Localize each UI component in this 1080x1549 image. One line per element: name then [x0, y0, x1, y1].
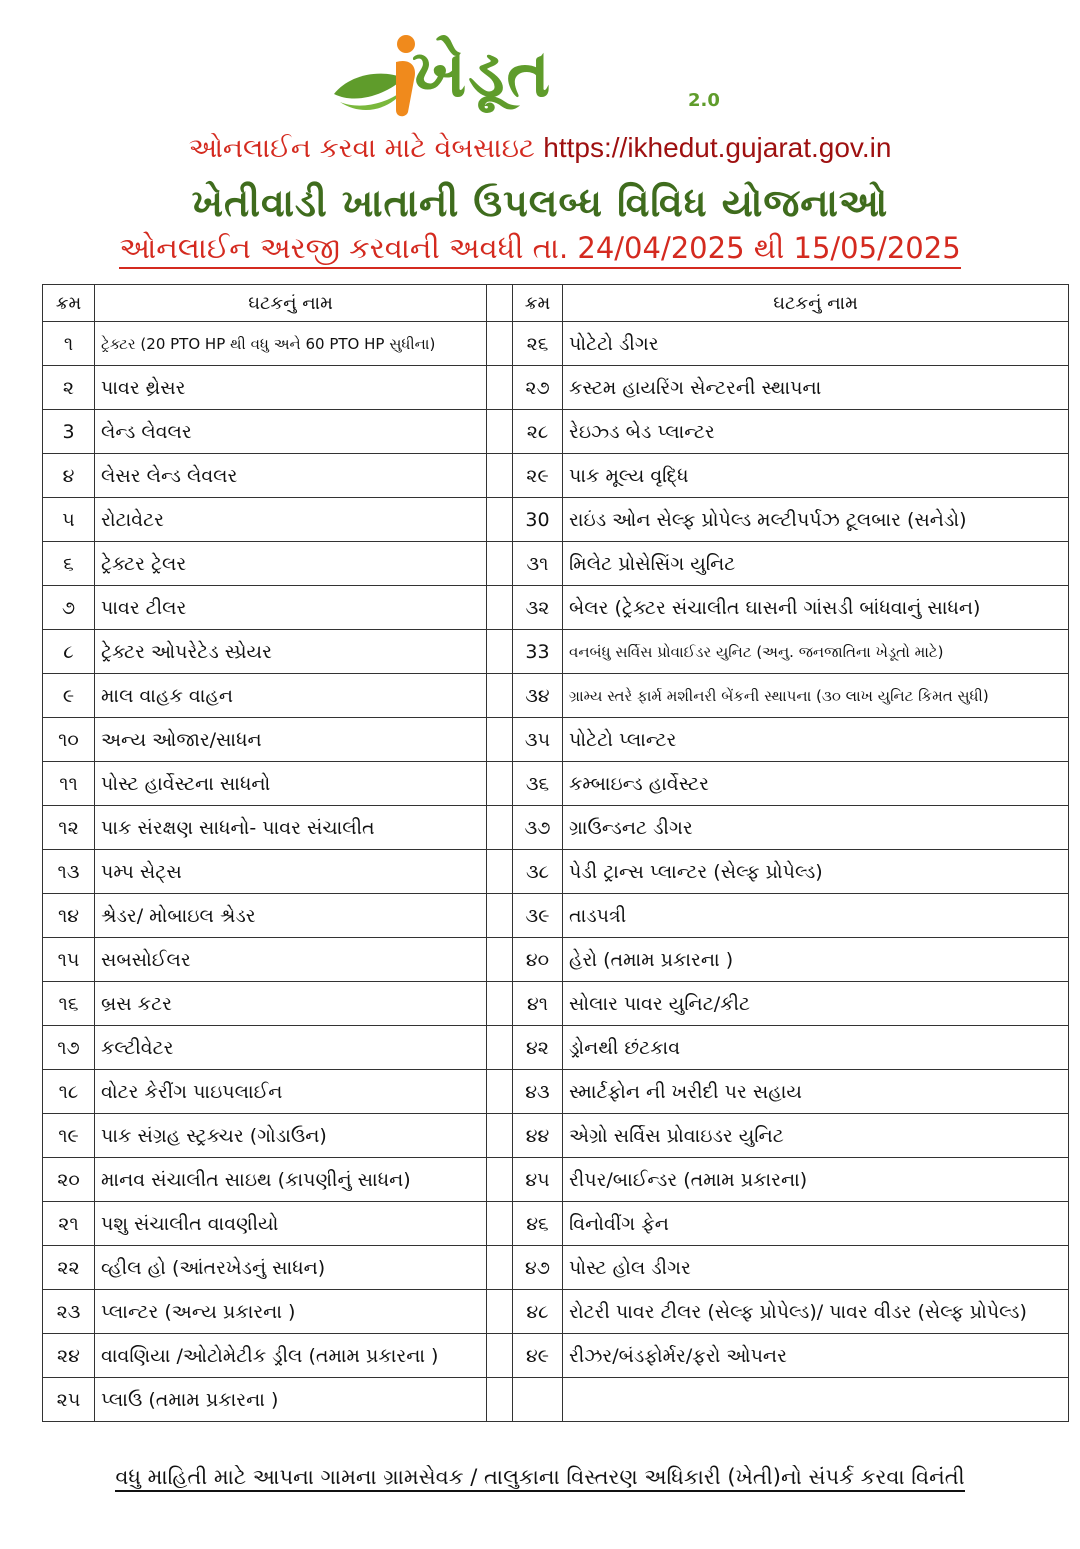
row-name-right: મિલેટ પ્રોસેસિંગ યુનિટ: [563, 542, 1069, 586]
row-gap: [487, 674, 513, 718]
row-name-left: વોટર કેરીંગ પાઇપલાઈન: [95, 1070, 487, 1114]
row-name-right: ડ્રોનથી છંટકાવ: [563, 1026, 1069, 1070]
row-name-left: પોસ્ટ હાર્વેસ્ટના સાધનો: [95, 762, 487, 806]
row-name-right: રેઇઝ્ડ બેડ પ્લાન્ટર: [563, 410, 1069, 454]
row-num-left: ૮: [43, 630, 95, 674]
website-url-link[interactable]: https://ikhedut.gujarat.gov.in: [543, 132, 892, 163]
row-name-right: વિનોવીંગ ફેન: [563, 1202, 1069, 1246]
row-name-right: પોટેટો પ્લાન્ટર: [563, 718, 1069, 762]
row-name-left: રોટાવેટર: [95, 498, 487, 542]
application-period: [0, 228, 1080, 268]
column-header-num: ક્રમ: [513, 285, 563, 322]
row-num-left: ૨૦: [43, 1158, 95, 1202]
row-num-left: ૫: [43, 498, 95, 542]
table-row: [43, 1246, 1069, 1290]
row-num-right: ૪૯: [513, 1334, 563, 1378]
row-num-right: ૩૯: [513, 894, 563, 938]
row-name-left: ટ્રેક્ટર ઓપરેટેડ સ્પ્રેયર: [95, 630, 487, 674]
row-name-right: [563, 1378, 1069, 1422]
row-name-left: પશુ સંચાલીત વાવણીયો: [95, 1202, 487, 1246]
row-gap: [487, 1158, 513, 1202]
row-num-left: ૧૩: [43, 850, 95, 894]
table-body: [43, 322, 1069, 1422]
row-gap: [487, 1070, 513, 1114]
table-row: [43, 894, 1069, 938]
row-num-right: ૩૧: [513, 542, 563, 586]
row-gap: [487, 1334, 513, 1378]
row-gap: [487, 1202, 513, 1246]
row-name-right: રીપર/બાઈન્ડર (તમામ પ્રકારના): [563, 1158, 1069, 1202]
table-row: [43, 1026, 1069, 1070]
table-row: [43, 1202, 1069, 1246]
row-gap: [487, 894, 513, 938]
table-row: [43, 674, 1069, 718]
row-num-left: 3: [43, 410, 95, 454]
row-gap: [487, 718, 513, 762]
row-num-right: ૨૮: [513, 410, 563, 454]
row-name-left: સબસોઈલર: [95, 938, 487, 982]
row-num-right: 30: [513, 498, 563, 542]
row-num-left: ૧૪: [43, 894, 95, 938]
page-title: ખેતીવાડી ખાતાની ઉપલબ્ધ વિવિધ યોજનાઓ: [191, 181, 889, 225]
row-name-left: પાક સંરક્ષણ સાધનો- પાવર સંચાલીત: [95, 806, 487, 850]
column-gap: [487, 285, 513, 322]
row-name-right: સોલાર પાવર યુનિટ/કીટ: [563, 982, 1069, 1026]
row-num-left: ૧૬: [43, 982, 95, 1026]
row-gap: [487, 498, 513, 542]
row-gap: [487, 542, 513, 586]
row-name-left: માલ વાહક વાહન: [95, 674, 487, 718]
table-row: [43, 1378, 1069, 1422]
table-row: [43, 586, 1069, 630]
row-num-right: ૩૪: [513, 674, 563, 718]
row-num-right: 33: [513, 630, 563, 674]
row-num-left: ૬: [43, 542, 95, 586]
row-num-left: ૧૯: [43, 1114, 95, 1158]
table-row: [43, 1070, 1069, 1114]
row-num-right: ૩૫: [513, 718, 563, 762]
column-header-name: ઘટકનું નામ: [95, 285, 487, 322]
table-row: [43, 410, 1069, 454]
row-gap: [487, 938, 513, 982]
row-num-right: ૩૭: [513, 806, 563, 850]
row-gap: [487, 322, 513, 366]
row-name-left: પાક સંગ્રહ સ્ટ્રક્ચર (ગોડાઉન): [95, 1114, 487, 1158]
row-name-right: હેરો (તમામ પ્રકારના ): [563, 938, 1069, 982]
table-row: [43, 322, 1069, 366]
schemes-table: [42, 284, 1069, 1422]
row-name-left: લેસર લેન્ડ લેવલર: [95, 454, 487, 498]
row-gap: [487, 1114, 513, 1158]
logo-wordmark: ખેડૂત: [412, 35, 553, 112]
row-gap: [487, 982, 513, 1026]
row-name-left: પ્લાઉ (તમામ પ્રકારના ): [95, 1378, 487, 1422]
row-num-right: ૪૪: [513, 1114, 563, 1158]
row-num-left: ૭: [43, 586, 95, 630]
table-row: [43, 938, 1069, 982]
table-row: [43, 1114, 1069, 1158]
row-name-left: પ્લાન્ટર (અન્ય પ્રકારના ): [95, 1290, 487, 1334]
row-name-left: ટ્રેક્ટર ટ્રેલર: [95, 542, 487, 586]
row-name-left: ટ્રેક્ટર (20 PTO HP થી વધુ અને 60 PTO HP સુધીના): [95, 322, 487, 366]
row-name-right: કસ્ટમ હાયરિંગ સેન્ટરની સ્થાપના: [563, 366, 1069, 410]
row-gap: [487, 586, 513, 630]
table-row: [43, 718, 1069, 762]
row-num-right: ૪૦: [513, 938, 563, 982]
row-name-left: માનવ સંચાલીત સાઇથ (કાપણીનું સાધન): [95, 1158, 487, 1202]
website-label: ઓનલાઈન કરવા માટે વેબસાઇટ: [188, 133, 535, 164]
column-header-name: ઘટકનું નામ: [563, 285, 1069, 322]
row-name-left: કલ્ટીવેટર: [95, 1026, 487, 1070]
table-row: [43, 1290, 1069, 1334]
row-num-right: ૪૮: [513, 1290, 563, 1334]
row-num-left: ૧૨: [43, 806, 95, 850]
row-num-right: ૪૬: [513, 1202, 563, 1246]
table-row: [43, 762, 1069, 806]
table-row: [43, 630, 1069, 674]
table-row: [43, 850, 1069, 894]
row-name-right: કમ્બાઇન્ડ હાર્વેસ્ટર: [563, 762, 1069, 806]
row-num-right: ૨૬: [513, 322, 563, 366]
row-name-right: બેલર (ટ્રેક્ટર સંચાલીત ઘાસની ગાંસડી બાંધવાનું સાધન): [563, 586, 1069, 630]
row-name-left: બ્રસ કટર: [95, 982, 487, 1026]
application-period-text: ઓનલાઈન અરજી કરવાની અવધી તા. 24/04/2025 થી 15/05/2025: [119, 231, 960, 269]
row-num-left: ૧: [43, 322, 95, 366]
row-name-right: સ્માર્ટફોન ની ખરીદી પર સહાય: [563, 1070, 1069, 1114]
table-header-row: [43, 285, 1069, 322]
row-name-right: પોટેટો ડીગર: [563, 322, 1069, 366]
row-num-left: ૨: [43, 366, 95, 410]
table-row: [43, 498, 1069, 542]
website-line: [0, 128, 1080, 169]
row-name-left: પાવર ટીલર: [95, 586, 487, 630]
row-gap: [487, 454, 513, 498]
row-name-left: વાવણિયા /ઓટોમેટીક ડ્રીલ (તમામ પ્રકારના ): [95, 1334, 487, 1378]
row-gap: [487, 850, 513, 894]
row-gap: [487, 762, 513, 806]
row-name-left: વ્હીલ હો (આંતરખેડનું સાધન): [95, 1246, 487, 1290]
row-num-left: ૧૦: [43, 718, 95, 762]
table-row: [43, 1334, 1069, 1378]
row-num-right: ૩૨: [513, 586, 563, 630]
table-row: [43, 982, 1069, 1026]
row-name-left: પમ્પ સેટ્સ: [95, 850, 487, 894]
logo-version: 2.0: [688, 90, 720, 111]
row-num-right: ૪૫: [513, 1158, 563, 1202]
table-row: [43, 1158, 1069, 1202]
row-name-left: અન્ય ઓજાર/સાધન: [95, 718, 487, 762]
ikhedut-logo: [330, 32, 740, 122]
row-name-right: ગ્રાઉન્ડનટ ડીગર: [563, 806, 1069, 850]
row-num-right: ૨૯: [513, 454, 563, 498]
row-num-left: ૨૫: [43, 1378, 95, 1422]
row-name-right: ગ્રામ્ય સ્તરે ફાર્મ મશીનરી બેંકની સ્થાપના (૩૦ લાખ યુનિટ કિમત સુધી): [563, 674, 1069, 718]
row-name-left: લેન્ડ લેવલર: [95, 410, 487, 454]
table-row: [43, 806, 1069, 850]
row-gap: [487, 1378, 513, 1422]
row-num-left: ૧૭: [43, 1026, 95, 1070]
row-name-right: પાક મૂલ્ય વૃદ્ધિ: [563, 454, 1069, 498]
row-num-right: ૩૬: [513, 762, 563, 806]
row-num-left: ૯: [43, 674, 95, 718]
row-name-right: પેડી ટ્રાન્સ પ્લાન્ટર (સેલ્ફ પ્રોપેલ્ડ): [563, 850, 1069, 894]
row-num-left: ૨૨: [43, 1246, 95, 1290]
table-row: [43, 542, 1069, 586]
row-num-right: ૪૨: [513, 1026, 563, 1070]
table-row: [43, 454, 1069, 498]
row-gap: [487, 1026, 513, 1070]
row-gap: [487, 806, 513, 850]
row-num-left: ૧૫: [43, 938, 95, 982]
row-gap: [487, 366, 513, 410]
footer-note: [0, 1460, 1080, 1494]
row-num-right: ૨૭: [513, 366, 563, 410]
row-name-left: પાવર થ્રેસર: [95, 366, 487, 410]
row-name-right: રાઇંડ ઓન સેલ્ફ પ્રોપેલ્ડ મલ્ટીપર્પઝ ટૂલબાર (સનેડો): [563, 498, 1069, 542]
row-num-left: ૨૩: [43, 1290, 95, 1334]
row-name-right: તાડપત્રી: [563, 894, 1069, 938]
row-num-right: ૪૩: [513, 1070, 563, 1114]
leaf-icon: [330, 32, 420, 122]
row-gap: [487, 1246, 513, 1290]
row-gap: [487, 630, 513, 674]
row-name-left: શ્રેડર/ મોબાઇલ શ્રેડર: [95, 894, 487, 938]
column-header-num: ક્રમ: [43, 285, 95, 322]
row-num-right: ૪૭: [513, 1246, 563, 1290]
table-row: [43, 366, 1069, 410]
row-name-right: પોસ્ટ હોલ ડીગર: [563, 1246, 1069, 1290]
row-num-right: ૪૧: [513, 982, 563, 1026]
footer-note-text: વધુ માહિતી માટે આપના ગામના ગ્રામસેવક / તાલુકાના વિસ્તરણ અધિકારી (ખેતી)નો સંપર્ક કરવા વિનંતી: [115, 1465, 964, 1492]
row-num-right: [513, 1378, 563, 1422]
row-num-right: ૩૮: [513, 850, 563, 894]
row-num-left: ૨૧: [43, 1202, 95, 1246]
row-gap: [487, 1290, 513, 1334]
row-name-right: વનબંધુ સર્વિસ પ્રોવાઈડર યુનિટ (અનુ. જનજાતિના ખેડૂતો માટે): [563, 630, 1069, 674]
row-num-left: ૪: [43, 454, 95, 498]
row-name-right: રીઝર/બંડફોર્મર/ફરો ઓપનર: [563, 1334, 1069, 1378]
row-name-right: એગ્રો સર્વિસ પ્રોવાઇડર યુનિટ: [563, 1114, 1069, 1158]
row-gap: [487, 410, 513, 454]
row-num-left: ૨૪: [43, 1334, 95, 1378]
row-name-right: રોટરી પાવર ટીલર (સેલ્ફ પ્રોપેલ્ડ)/ પાવર વીડર (સેલ્ફ પ્રોપેલ્ડ): [563, 1290, 1069, 1334]
row-num-left: ૧૧: [43, 762, 95, 806]
row-num-left: ૧૮: [43, 1070, 95, 1114]
